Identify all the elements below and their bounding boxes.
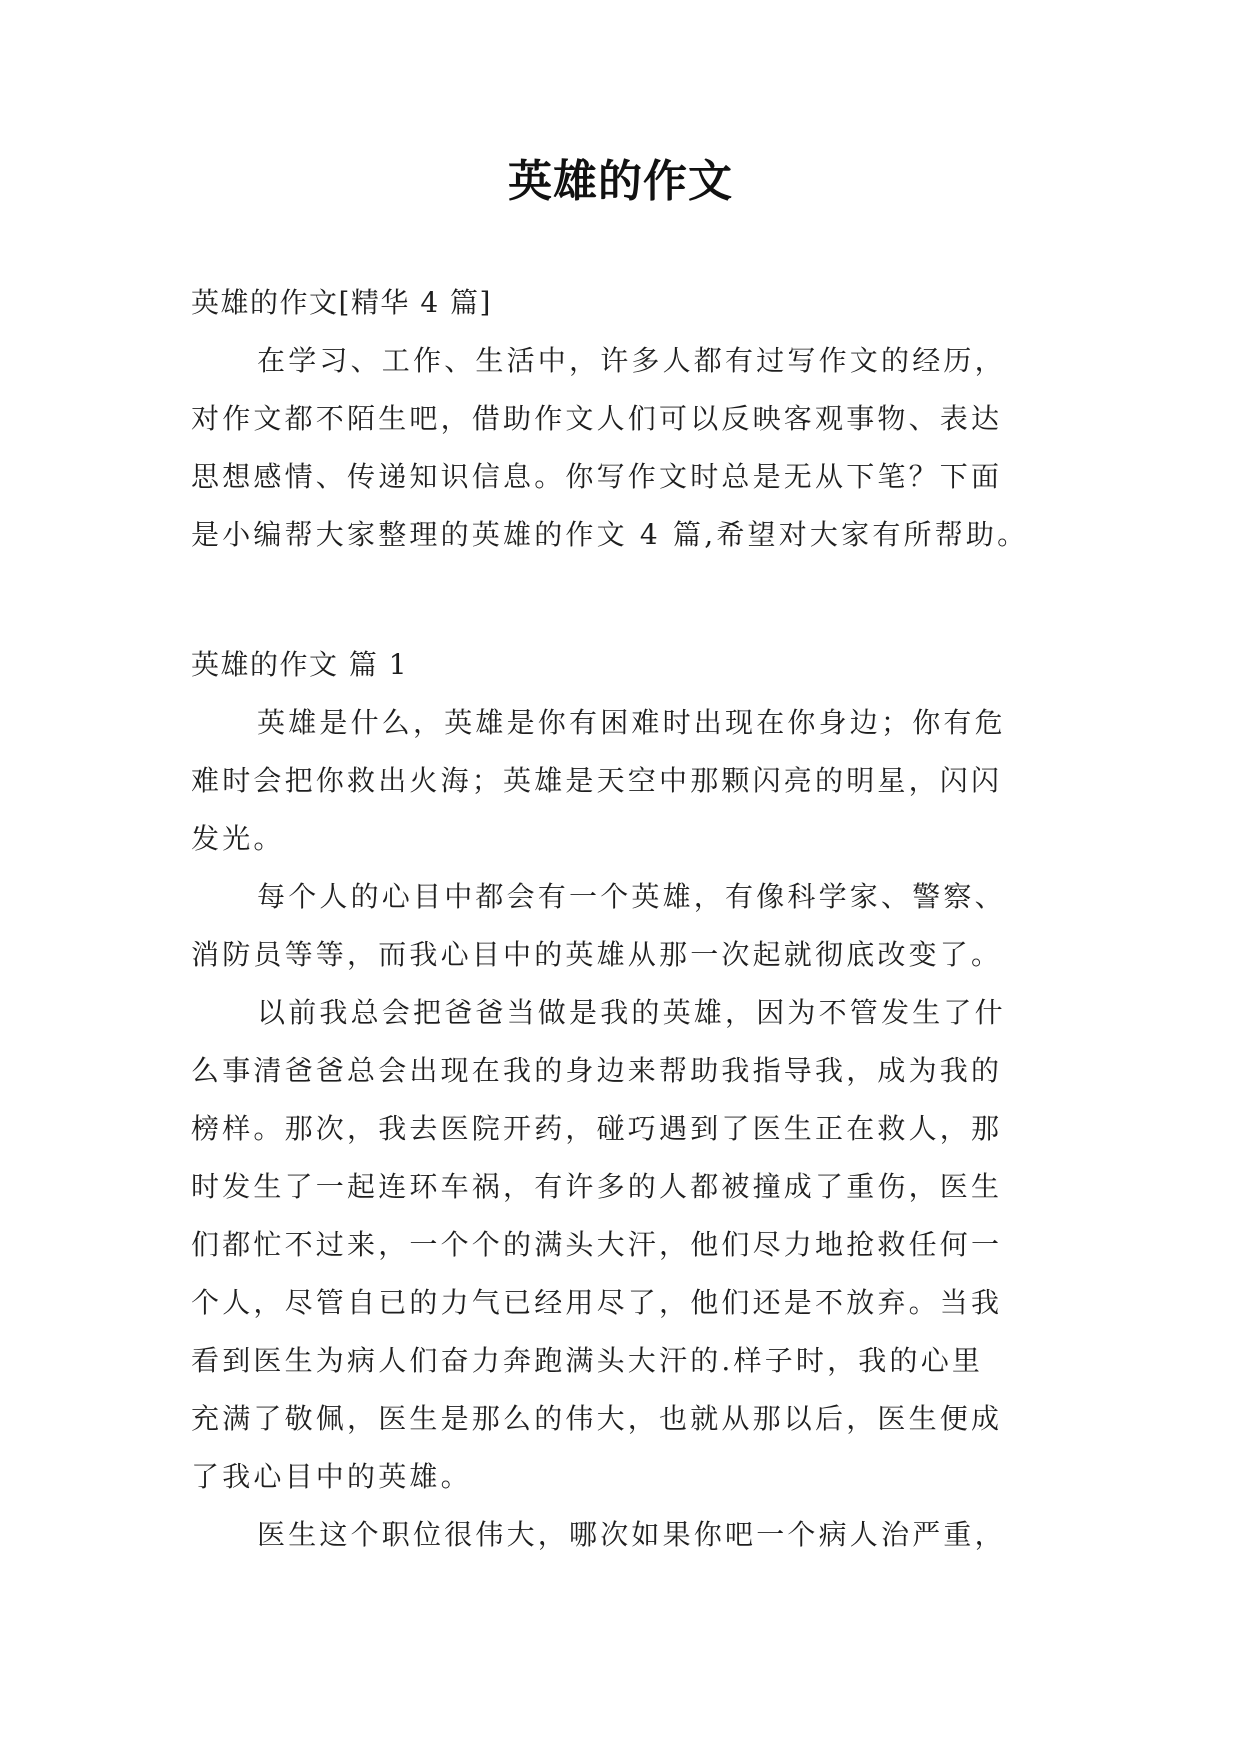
intro-block: [191, 274, 1067, 564]
s1-p3-line-9: 了我心目中的英雄。: [191, 1460, 472, 1493]
s1-p3-line-1: 以前我总会把爸爸当做是我的英雄，因为不管发生了什: [257, 996, 1006, 1029]
intro-line-2: 对作文都不陌生吧，借助作文人们可以反映客观事物、表达: [191, 402, 1003, 435]
s1-p2-line-1: 每个人的心目中都会有一个英雄，有像科学家、警察、: [257, 880, 1006, 913]
section-1-heading: 英雄的作文 篇 1: [191, 648, 409, 681]
document-title: 英雄的作文: [508, 156, 733, 207]
s1-p4-line-1: 医生这个职位很伟大，哪次如果你吧一个病人治严重，: [257, 1518, 1006, 1551]
s1-p3-line-2: 么事清爸爸总会出现在我的身边来帮助我指导我，成为我的: [191, 1054, 1003, 1087]
s1-p1-line-2: 难时会把你救出火海；英雄是天空中那颗闪亮的明星，闪闪: [191, 764, 1003, 797]
s1-p3-line-5: 们都忙不过来，一个个的满头大汗，他们尽力地抢救任何一: [191, 1228, 1003, 1261]
s1-p3-line-3: 榜样。那次，我去医院开药，碰巧遇到了医生正在救人，那: [191, 1112, 1003, 1145]
intro-line-4: 是小编帮大家整理的英雄的作文 4 篇,希望对大家有所帮助。: [191, 518, 1029, 551]
s1-p1-line-1: 英雄是什么，英雄是你有困难时出现在你身边；你有危: [257, 706, 1006, 739]
s1-p3-line-7: 看到医生为病人们奋力奔跑满头大汗的.样子时，我的心里: [191, 1344, 984, 1377]
s1-p3-line-4: 时发生了一起连环车祸，有许多的人都被撞成了重伤，医生: [191, 1170, 1003, 1203]
s1-p2-line-2: 消防员等等，而我心目中的英雄从那一次起就彻底改变了。: [191, 938, 1003, 971]
s1-p3-line-6: 个人，尽管自已的力气已经用尽了，他们还是不放弃。当我: [191, 1286, 1003, 1319]
intro-line-3: 思想感情、传递知识信息。你写作文时总是无从下笔？下面: [191, 460, 1003, 493]
s1-p1-line-3: 发光。: [191, 822, 285, 855]
section-1-block: [191, 636, 1067, 1564]
intro-line-1: 在学习、工作、生活中，许多人都有过写作文的经历，: [257, 344, 1006, 377]
s1-p3-line-8: 充满了敬佩，医生是那么的伟大，也就从那以后，医生便成: [191, 1402, 1003, 1435]
subtitle-line: 英雄的作文[精华 4 篇]: [191, 286, 492, 319]
